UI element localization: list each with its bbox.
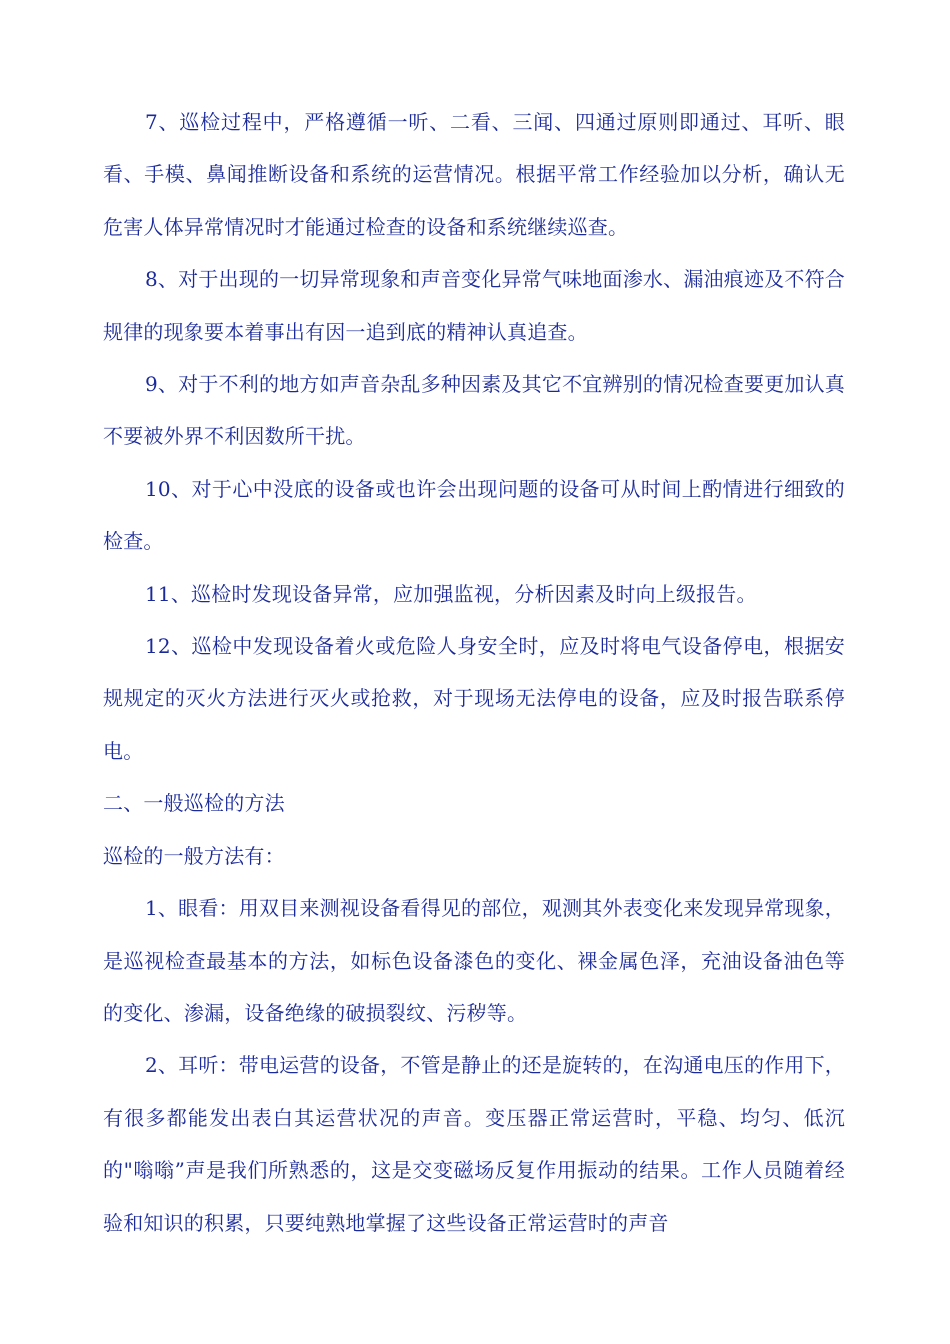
paragraph-item-9: 9、对于不利的地方如声音杂乱多种因素及其它不宜辨别的情况检查要更加认真不要被外界不利因数所干扰。 (103, 372, 845, 449)
paragraph-item-7: 7、巡检过程中，严格遵循一听、二看、三闻、四通过原则即通过、耳听、眼看、手模、鼻闻推断设备和系统的运营情况。根据平常工作经验加以分析，确认无危害人体异常情况时才能通过检查的设备和系统继续巡查。 (103, 110, 845, 239)
paragraph-item-11: 11、巡检时发现设备异常，应加强监视，分析因素及时向上级报告。 (145, 581, 757, 606)
method-item-look: 1、眼看：用双目来测视设备看得见的部位，观测其外表变化来发现异常现象，是巡视检查最基本的方法，如标色设备漆色的变化、裸金属色泽，充油设备油色等的变化、渗漏，设备绝缘的破损裂纹、污秽等。 (103, 896, 845, 1025)
section-intro: 巡检的一般方法有： (103, 843, 285, 868)
paragraph-item-10: 10、对于心中没底的设备或也许会出现问题的设备可从时间上酌情进行细致的检查。 (103, 476, 845, 554)
document-page (103, 96, 845, 1249)
method-item-listen: 2、耳听：带电运营的设备，不管是静止的还是旋转的，在沟通电压的作用下，有很多都能发出表白其运营状况的声音。变压器正常运营时，平稳、均匀、低沉的"嗡嗡”声是我们所熟悉的，这是交变磁场反复作用振动的结果。工作人员随着经验和知识的积累，只要纯熟地掌握了这些设备正常运营时的声音 (103, 1053, 845, 1235)
paragraph-item-8: 8、对于出现的一切异常现象和声音变化异常气味地面渗水、漏油痕迹及不符合规律的现象要本着事出有因一追到底的精神认真追查。 (103, 267, 845, 344)
section-heading: 二、一般巡检的方法 (103, 791, 285, 816)
paragraph-item-12: 12、巡检中发现设备着火或危险人身安全时，应及时将电气设备停电，根据安规规定的灭火方法进行灭火或抢救，对于现场无法停电的设备，应及时报告联系停电。 (103, 634, 845, 763)
